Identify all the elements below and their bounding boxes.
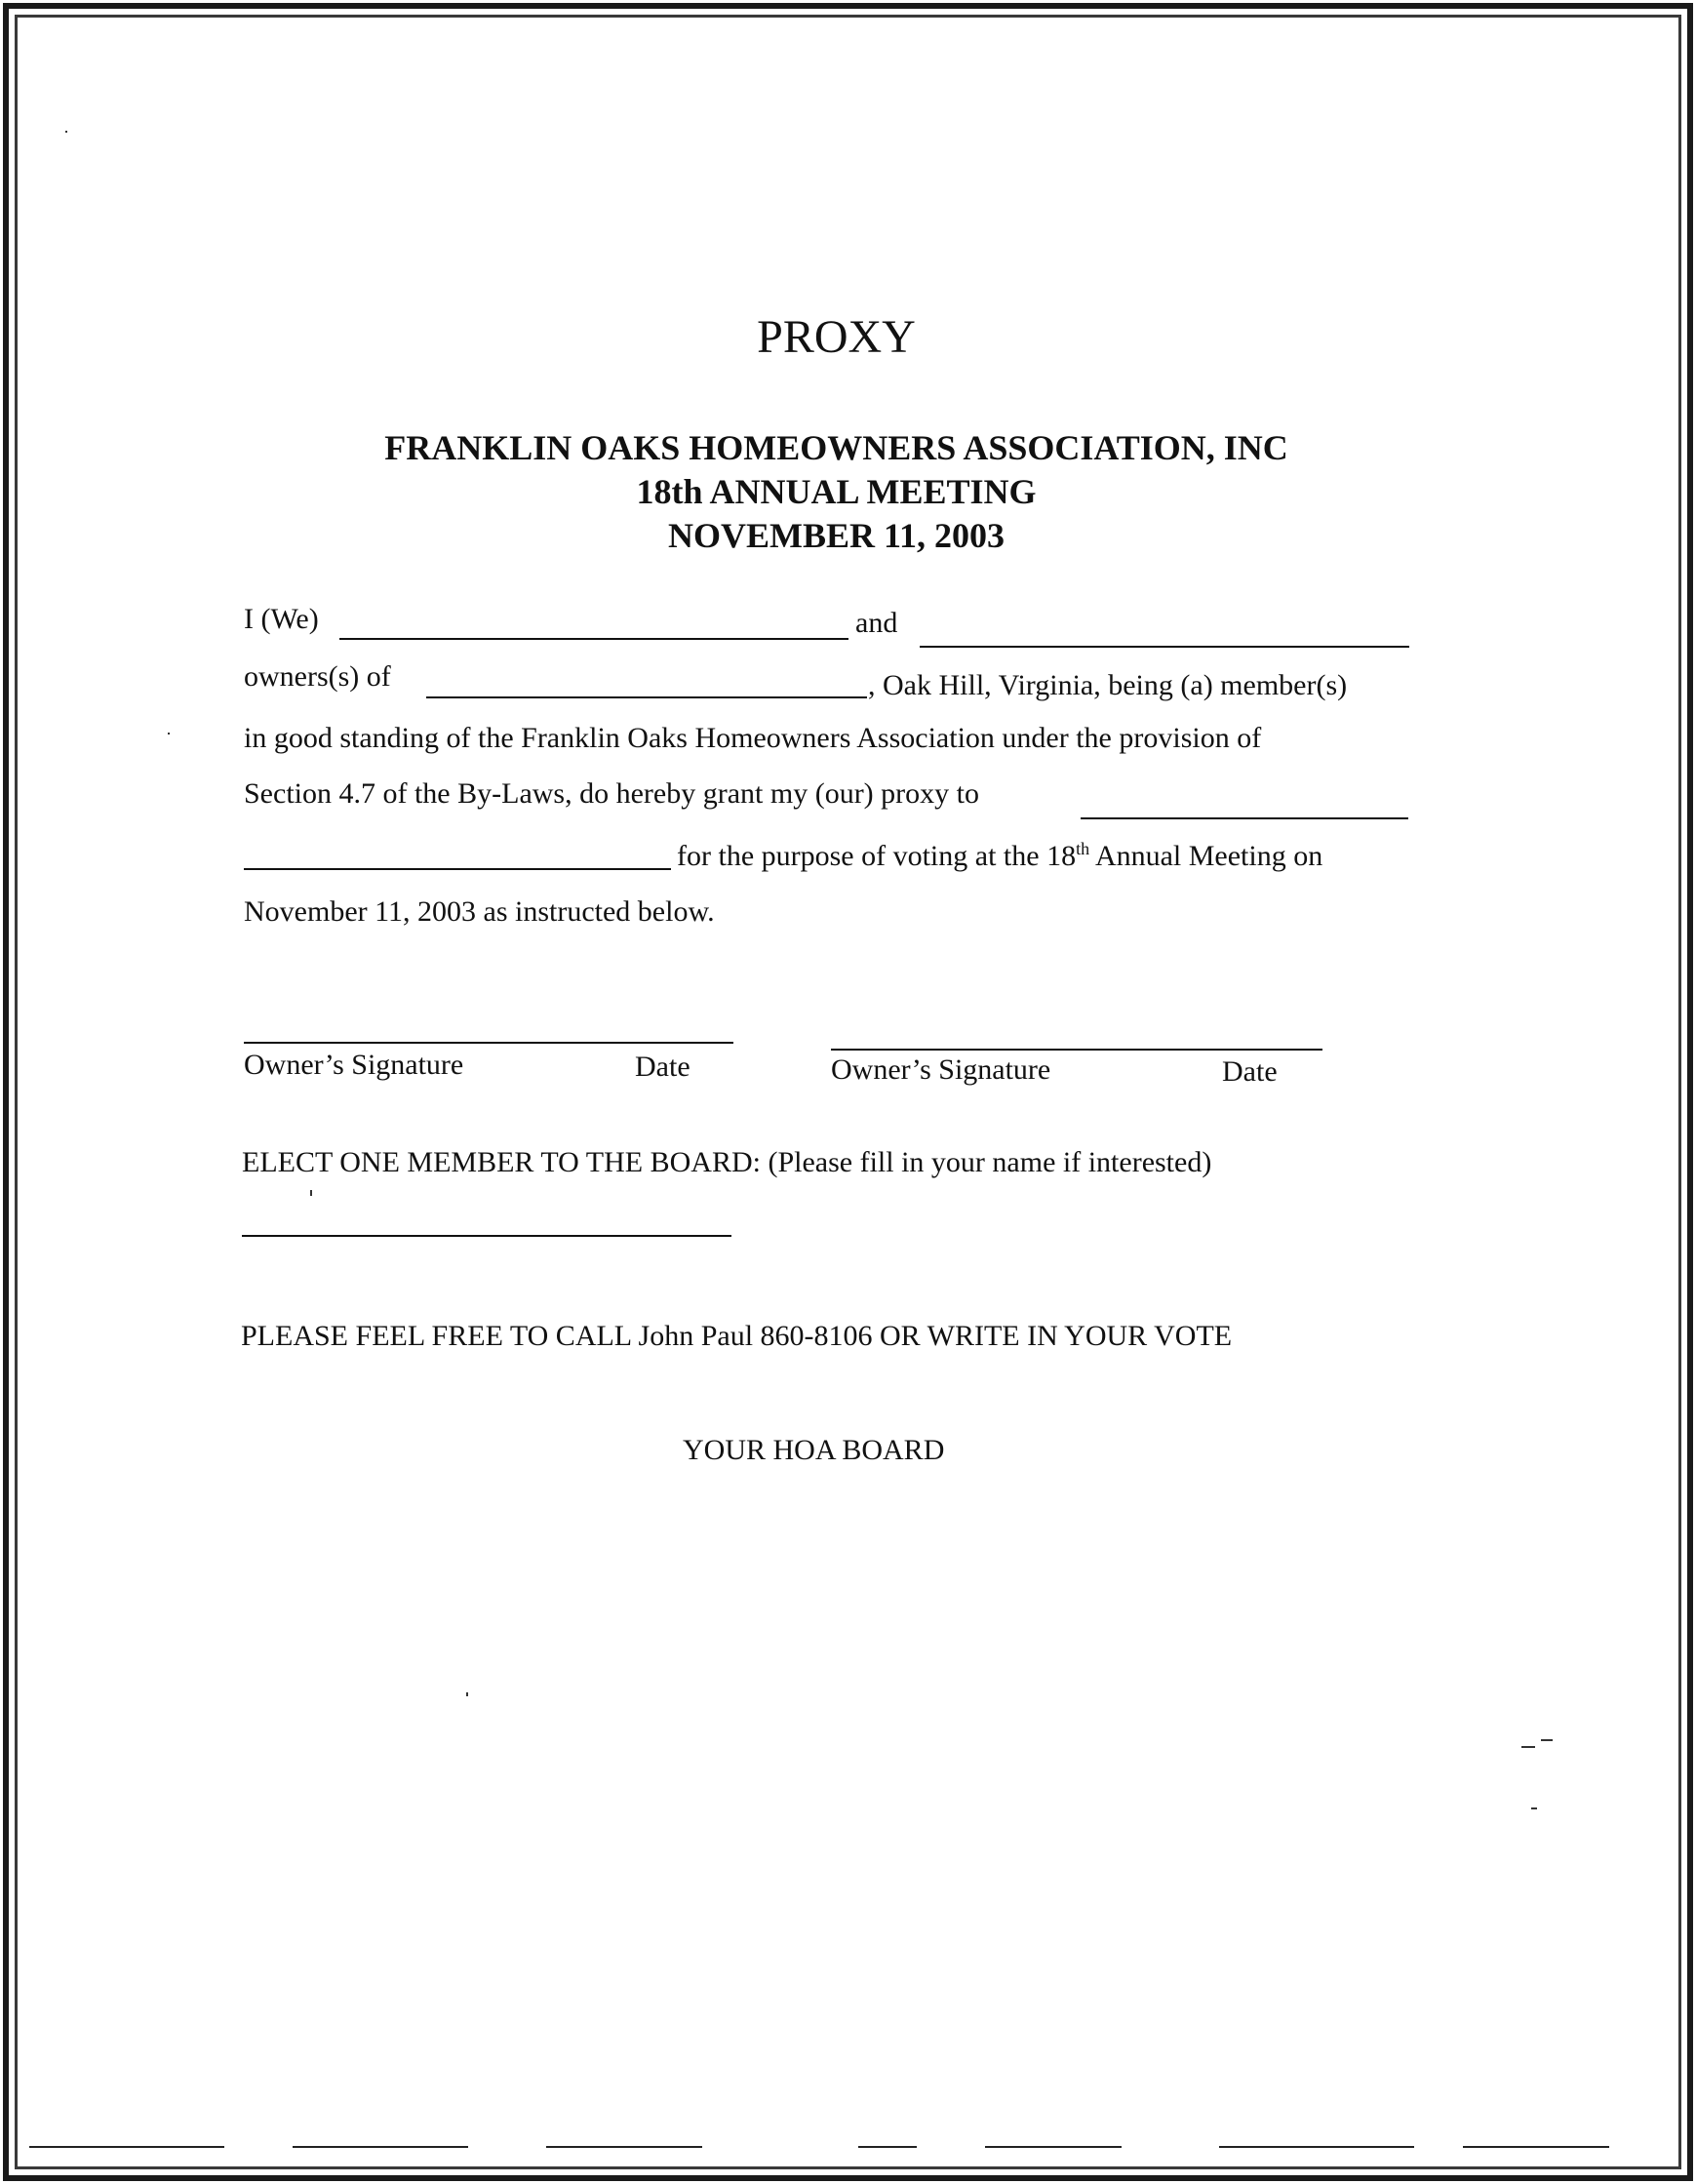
signature-left-date: Date	[635, 1051, 690, 1083]
line2-prefix: owners(s) of	[244, 660, 391, 693]
line4: Section 4.7 of the By-Laws, do hereby grant my (our) proxy to	[244, 777, 979, 810]
scan-speck	[466, 1692, 468, 1696]
signature-line-left[interactable]	[244, 1042, 733, 1044]
association-name: FRANKLIN OAKS HOMEOWNERS ASSOCIATION, INC	[384, 428, 1288, 467]
scan-speck	[310, 1190, 312, 1196]
line1-and: and	[855, 607, 898, 639]
closing-signoff: YOUR HOA BOARD	[683, 1434, 945, 1466]
owner-name-2-field[interactable]	[920, 646, 1409, 648]
signature-left-label: Owner’s Signature	[244, 1049, 464, 1081]
board-candidate-field[interactable]	[242, 1235, 731, 1237]
meeting-date: NOVEMBER 11, 2003	[667, 516, 1006, 555]
meeting-name: 18th ANNUAL MEETING	[636, 472, 1037, 511]
proxy-holder-field[interactable]	[1081, 817, 1408, 819]
line5-text-a: for the purpose of voting at the 18	[677, 840, 1077, 872]
line5-text-b: Annual Meeting on	[1089, 840, 1323, 872]
scan-edge-line	[293, 2146, 468, 2148]
signature-right-date: Date	[1222, 1055, 1278, 1088]
property-address-field[interactable]	[426, 696, 867, 698]
line1-prefix: I (We)	[244, 603, 319, 635]
scan-speck	[168, 733, 170, 735]
line5-sup: th	[1076, 839, 1090, 858]
scan-edge-line	[546, 2146, 702, 2148]
scan-speck	[1521, 1746, 1535, 1748]
elect-line: ELECT ONE MEMBER TO THE BOARD: (Please fill in your name if interested)	[242, 1146, 1212, 1178]
scan-edge-line	[1219, 2146, 1414, 2148]
owner-name-1-field[interactable]	[339, 638, 848, 640]
scan-speck	[1541, 1739, 1553, 1741]
signature-right-label: Owner’s Signature	[831, 1053, 1051, 1086]
scan-speck	[1531, 1807, 1537, 1809]
document-title: PROXY	[757, 311, 916, 363]
scan-edge-line	[29, 2146, 224, 2148]
line2-suffix: , Oak Hill, Virginia, being (a) member(s)	[868, 669, 1348, 701]
proxy-holder-field-2[interactable]	[244, 868, 671, 870]
line5	[677, 839, 1322, 873]
scan-speck	[65, 131, 67, 133]
scan-edge-line	[985, 2146, 1122, 2148]
line6: November 11, 2003 as instructed below.	[244, 895, 715, 928]
scan-edge-line	[1463, 2146, 1609, 2148]
call-line: PLEASE FEEL FREE TO CALL John Paul 860-8106 OR WRITE IN YOUR VOTE	[241, 1320, 1233, 1352]
scan-edge-line	[858, 2146, 917, 2148]
line3: in good standing of the Franklin Oaks Homeowners Association under the provision of	[244, 722, 1262, 754]
signature-line-right[interactable]	[831, 1049, 1322, 1051]
